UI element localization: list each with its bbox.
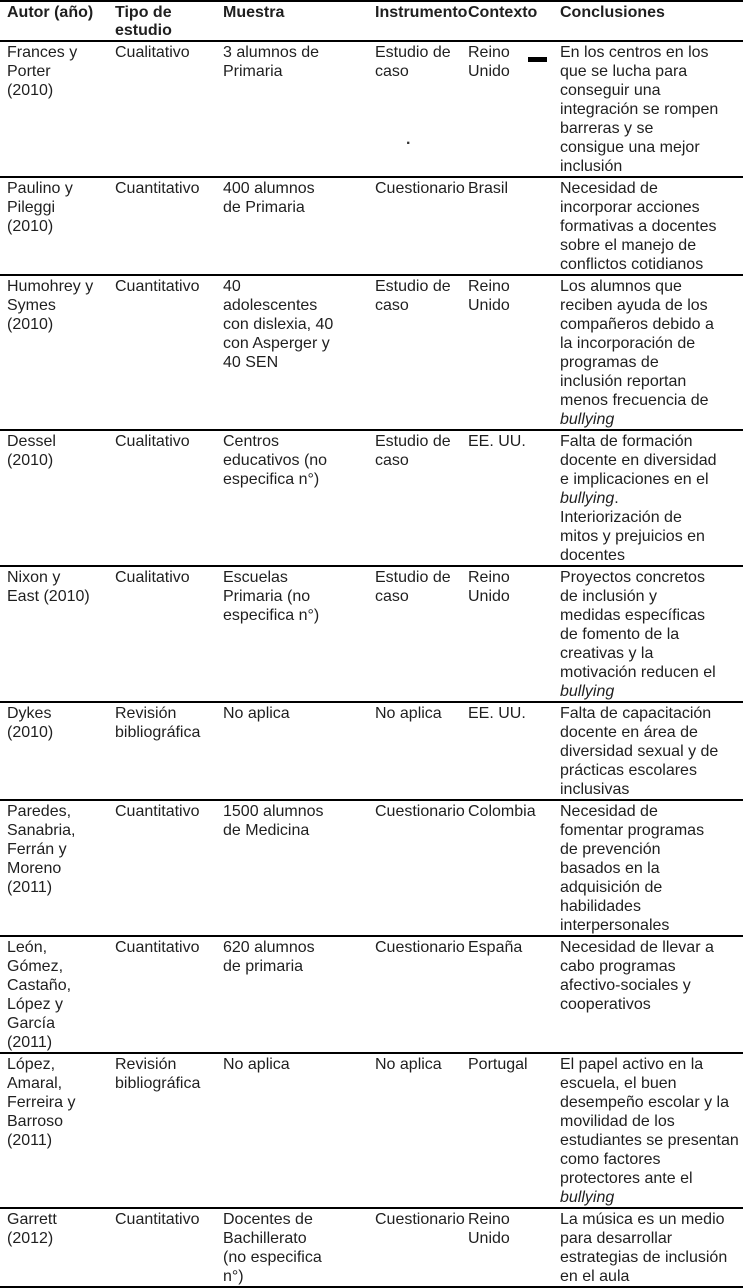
- table-cell: [108, 1055, 216, 1207]
- cell-line: especifica n°): [223, 607, 320, 624]
- table-cell: [368, 432, 461, 565]
- cell-line: Paulino y: [7, 180, 73, 197]
- cell-line: Revisión: [115, 705, 177, 722]
- cell-line: East (2010): [7, 588, 90, 605]
- cell-line: Necesidad de: [560, 180, 658, 197]
- cell-line: España: [468, 939, 523, 956]
- table-cell: [368, 704, 461, 799]
- cell-line: con dislexia, 40: [223, 316, 334, 333]
- table-cell: [0, 704, 108, 799]
- cell-line: caso: [375, 63, 409, 80]
- dash-icon: [528, 57, 547, 62]
- cell-line: Revisión: [115, 1056, 177, 1073]
- cell-line: López y: [7, 996, 64, 1013]
- cell-line: 400 alumnos: [223, 180, 315, 197]
- cell-line: (2011): [7, 879, 53, 896]
- cell-line: Unido: [468, 1230, 510, 1247]
- table-cell: [553, 704, 743, 799]
- cell-line: Unido: [468, 297, 510, 314]
- cell-line: motivación reducen el: [560, 664, 716, 681]
- table-row: [0, 42, 743, 178]
- cell-line: En los centros en los: [560, 44, 709, 61]
- cell-line: Tipo de: [115, 4, 172, 21]
- header-cell: [0, 4, 108, 39]
- cell-line: Unido: [468, 588, 510, 605]
- cell-line: Amaral,: [7, 1075, 63, 1092]
- cell-line: León,: [7, 939, 48, 956]
- table-cell: [216, 43, 368, 176]
- cell-line: basados en la: [560, 860, 660, 877]
- table-cell: [368, 938, 465, 1052]
- cell-line: Humohrey y: [7, 278, 94, 295]
- cell-line: Cuestionario: [375, 939, 465, 956]
- table-cell: [553, 802, 743, 935]
- table-cell: [108, 704, 216, 799]
- cell-line: programas de: [560, 354, 659, 371]
- table-cell: [461, 938, 553, 1052]
- cell-line: Bachillerato: [223, 1230, 307, 1247]
- table-cell: [461, 1055, 553, 1207]
- cell-line: Colombia: [468, 803, 536, 820]
- table-cell: [368, 802, 465, 935]
- cell-line: protectores ante el: [560, 1170, 693, 1187]
- cell-line: Reino: [468, 278, 510, 295]
- cell-line: Nixon y: [7, 569, 61, 586]
- cell-line: Castaño,: [7, 977, 72, 994]
- table-cell: [461, 43, 553, 176]
- header-cell: [368, 4, 468, 39]
- table-cell: [461, 704, 553, 799]
- cell-line: educativos (no: [223, 452, 328, 469]
- table-cell: [368, 43, 461, 176]
- cell-line: (2011): [7, 1132, 53, 1149]
- table-cell: [0, 432, 108, 565]
- table-cell: [108, 938, 216, 1052]
- cell-line: Ferrán y: [7, 841, 67, 858]
- cell-line: García: [7, 1015, 56, 1032]
- cell-line: Brasil: [468, 180, 509, 197]
- cell-line: Contexto: [468, 4, 538, 21]
- cell-line: (2010): [7, 316, 54, 333]
- cell-line: formativas a docentes: [560, 218, 717, 235]
- cell-line: (2010): [7, 452, 54, 469]
- table-cell: [368, 1055, 461, 1207]
- cell-line: EE. UU.: [468, 705, 526, 722]
- cell-line: n°): [223, 1268, 244, 1285]
- table-cell: [553, 277, 743, 429]
- cell-line: No aplica: [375, 705, 442, 722]
- cell-line: El papel activo en la: [560, 1056, 704, 1073]
- cell-line: inclusión reportan: [560, 373, 687, 390]
- table-cell: [216, 704, 368, 799]
- cell-line: medidas específicas: [560, 607, 705, 624]
- cell-line: No aplica: [223, 705, 290, 722]
- cell-line: para desarrollar: [560, 1230, 673, 1247]
- cell-line: Symes: [7, 297, 56, 314]
- cell-line: Estudio de: [375, 569, 451, 586]
- table-cell: [0, 568, 108, 701]
- cell-line: Falta de capacitación: [560, 705, 712, 722]
- cell-line: 1500 alumnos: [223, 803, 324, 820]
- cell-line: Falta de formación: [560, 433, 693, 450]
- cell-line: conflictos cotidianos: [560, 256, 704, 273]
- cell-line: Cualitativo: [115, 569, 190, 586]
- table-cell: [0, 179, 108, 274]
- cell-line: Moreno: [7, 860, 62, 877]
- table-cell: [108, 802, 216, 935]
- cell-line: con Asperger y: [223, 335, 330, 352]
- cell-line: bullying: [560, 1189, 615, 1206]
- cell-line: Instrumento: [375, 4, 468, 21]
- table-cell: [108, 43, 216, 176]
- table-cell: [461, 802, 553, 935]
- table-cell: [108, 568, 216, 701]
- header-cell: [108, 4, 216, 39]
- cell-line: 40: [223, 278, 241, 295]
- cell-line: (2010): [7, 82, 54, 99]
- cell-line: Estudio de: [375, 278, 451, 295]
- cell-line: Gómez,: [7, 958, 64, 975]
- cell-line: Cuestionario: [375, 1211, 465, 1228]
- cell-line: barreras y se: [560, 120, 654, 137]
- table-row: [0, 801, 743, 937]
- table-cell: [0, 1055, 108, 1207]
- table-cell: [553, 43, 743, 176]
- cell-line: (no especifica: [223, 1249, 322, 1266]
- cell-line: bibliográfica: [115, 1075, 201, 1092]
- table-cell: [216, 568, 368, 701]
- cell-line: Reino: [468, 569, 510, 586]
- cell-line: inclusivas: [560, 781, 630, 798]
- cell-line: caso: [375, 297, 409, 314]
- cell-line: López,: [7, 1056, 56, 1073]
- cell-line: consigue una mejor: [560, 139, 700, 156]
- cell-line: docente en diversidad: [560, 452, 717, 469]
- cell-line: adolescentes: [223, 297, 318, 314]
- cell-line: Cuantitativo: [115, 278, 200, 295]
- cell-line: cabo programas: [560, 958, 676, 975]
- cell-line: caso: [375, 452, 409, 469]
- cell-line: de fomento de la: [560, 626, 680, 643]
- table-row: [0, 567, 743, 703]
- cell-line: Frances y: [7, 44, 78, 61]
- cell-line: 3 alumnos de: [223, 44, 320, 61]
- cell-line: Barroso: [7, 1113, 64, 1130]
- cell-line: de Medicina: [223, 822, 310, 839]
- cell-line: No aplica: [223, 1056, 290, 1073]
- table-row: [0, 703, 743, 801]
- cell-line: caso: [375, 588, 409, 605]
- cell-line: Pileggi: [7, 199, 56, 216]
- table-cell: [368, 1210, 465, 1286]
- cell-line: compañeros debido a: [560, 316, 714, 333]
- cell-line: Necesidad de: [560, 803, 658, 820]
- cell-line: movilidad de los: [560, 1113, 675, 1130]
- cell-line: Los alumnos que: [560, 278, 682, 295]
- cell-line: mitos y prejuicios en: [560, 528, 705, 545]
- cell-line: Dessel: [7, 433, 56, 450]
- table-cell: [216, 1055, 368, 1207]
- cell-line: menos frecuencia de: [560, 392, 709, 409]
- cell-line: Cualitativo: [115, 433, 190, 450]
- cell-line: 40 SEN: [223, 354, 279, 371]
- cell-line: reciben ayuda de los: [560, 297, 708, 314]
- cell-line: Sanabria,: [7, 822, 76, 839]
- table-cell: [553, 938, 743, 1052]
- cell-line: (2012): [7, 1230, 54, 1247]
- cell-line: bullying.: [560, 490, 619, 507]
- table-cell: [108, 1210, 216, 1286]
- cell-line: estudio: [115, 21, 172, 39]
- cell-line: EE. UU.: [468, 433, 526, 450]
- table-row: [0, 431, 743, 567]
- cell-line: adquisición de: [560, 879, 663, 896]
- table-cell: [553, 568, 743, 701]
- table-cell: [216, 1210, 368, 1286]
- cell-line: inclusión: [560, 158, 623, 175]
- cell-line: Docentes de: [223, 1211, 313, 1228]
- cell-line: creativas y la: [560, 645, 654, 662]
- cell-line: estudiantes se presentan: [560, 1132, 739, 1149]
- table-cell: [216, 938, 368, 1052]
- cell-line: cooperativos: [560, 996, 651, 1013]
- table-cell: [461, 568, 553, 701]
- cell-line: bullying: [560, 683, 615, 700]
- cell-line: como factores: [560, 1151, 661, 1168]
- cell-line: Paredes,: [7, 803, 72, 820]
- cell-line: Cuantitativo: [115, 180, 200, 197]
- cell-line: 620 alumnos: [223, 939, 315, 956]
- table-cell: [216, 432, 368, 565]
- cell-line: diversidad sexual y de: [560, 743, 719, 760]
- cell-line: Autor (año): [7, 4, 94, 21]
- cell-line: Proyectos concretos: [560, 569, 705, 586]
- cell-line: (2010): [7, 724, 54, 741]
- cell-line: Porter: [7, 63, 51, 80]
- cell-line: docentes: [560, 547, 625, 564]
- table-cell: [108, 179, 216, 274]
- stray-period: .: [406, 131, 411, 148]
- table-cell: [0, 802, 108, 935]
- table-cell: [553, 432, 743, 565]
- cell-line: especifica n°): [223, 471, 320, 488]
- table-cell: [368, 568, 461, 701]
- cell-line: de inclusión y: [560, 588, 657, 605]
- cell-line: Escuelas: [223, 569, 288, 586]
- table-row: [0, 276, 743, 431]
- cell-line: Necesidad de llevar a: [560, 939, 714, 956]
- cell-line: de Primaria: [223, 199, 305, 216]
- cell-line: Ferreira y: [7, 1094, 76, 1111]
- table-cell: [0, 1210, 108, 1286]
- cell-line: de prevención: [560, 841, 661, 858]
- cell-line: desempeño escolar y la: [560, 1094, 729, 1111]
- table-cell: [461, 1210, 553, 1286]
- cell-line: Estudio de: [375, 433, 451, 450]
- table-cell: [0, 43, 108, 176]
- cell-line: la incorporación de: [560, 335, 696, 352]
- cell-line: integración se rompen: [560, 101, 719, 118]
- table-cell: [368, 179, 465, 274]
- cell-line: Cuestionario: [375, 180, 465, 197]
- cell-line: Centros: [223, 433, 280, 450]
- table-cell: [461, 432, 553, 565]
- table-cell: [553, 1055, 743, 1207]
- table-cell: [216, 802, 368, 935]
- header-cell: [553, 4, 743, 39]
- cell-line: Interiorización de: [560, 509, 682, 526]
- cell-line: Dykes: [7, 705, 52, 722]
- cell-line: en el aula: [560, 1268, 630, 1285]
- cell-line: interpersonales: [560, 917, 670, 934]
- cell-line: prácticas escolares: [560, 762, 697, 779]
- table-cell: [216, 179, 368, 274]
- cell-line: afectivo-sociales y: [560, 977, 691, 994]
- table-cell: [0, 938, 108, 1052]
- cell-line: bibliográfica: [115, 724, 201, 741]
- cell-line: Unido: [468, 63, 510, 80]
- cell-line: (2010): [7, 218, 54, 235]
- cell-line: Primaria (no: [223, 588, 311, 605]
- cell-line: bullying: [560, 411, 615, 428]
- cell-line: Primaria: [223, 63, 283, 80]
- cell-line: Estudio de: [375, 44, 451, 61]
- cell-line: Cuantitativo: [115, 939, 200, 956]
- cell-line: Cuantitativo: [115, 1211, 200, 1228]
- cell-line: Reino: [468, 1211, 510, 1228]
- table-row: [0, 1209, 743, 1288]
- cell-line: Garrett: [7, 1211, 57, 1228]
- table-cell: [216, 277, 368, 429]
- table-cell: [108, 432, 216, 565]
- cell-line: Muestra: [223, 4, 285, 21]
- table-header-row: [0, 0, 743, 42]
- table-cell: [461, 277, 553, 429]
- table-cell: [553, 179, 743, 274]
- table-row: [0, 937, 743, 1054]
- cell-line: No aplica: [375, 1056, 442, 1073]
- cell-line: fomentar programas: [560, 822, 705, 839]
- table-row: [0, 178, 743, 276]
- cell-line: de primaria: [223, 958, 304, 975]
- table-cell: [553, 1210, 743, 1286]
- header-cell: [216, 4, 368, 39]
- cell-line: sobre el manejo de: [560, 237, 697, 254]
- table-cell: [108, 277, 216, 429]
- cell-line: Cuantitativo: [115, 803, 200, 820]
- cell-line: incorporar acciones: [560, 199, 700, 216]
- cell-line: habilidades: [560, 898, 641, 915]
- cell-line: Cualitativo: [115, 44, 190, 61]
- cell-line: e implicaciones en el: [560, 471, 709, 488]
- table-cell: [461, 179, 553, 274]
- cell-line: Portugal: [468, 1056, 528, 1073]
- table-body: [0, 42, 743, 1288]
- cell-line: Cuestionario: [375, 803, 465, 820]
- table-cell: [0, 277, 108, 429]
- cell-line: La música es un medio: [560, 1211, 725, 1228]
- cell-line: Reino: [468, 44, 510, 61]
- cell-line: Conclusiones: [560, 4, 665, 21]
- table-row: [0, 1054, 743, 1209]
- cell-line: conseguir una: [560, 82, 661, 99]
- cell-line: docente en área de: [560, 724, 698, 741]
- header-cell: [461, 4, 553, 39]
- cell-line: estrategias de inclusión: [560, 1249, 728, 1266]
- table-cell: [368, 277, 461, 429]
- cell-line: (2011): [7, 1034, 53, 1051]
- cell-line: escuela, el buen: [560, 1075, 677, 1092]
- cell-line: que se lucha para: [560, 63, 688, 80]
